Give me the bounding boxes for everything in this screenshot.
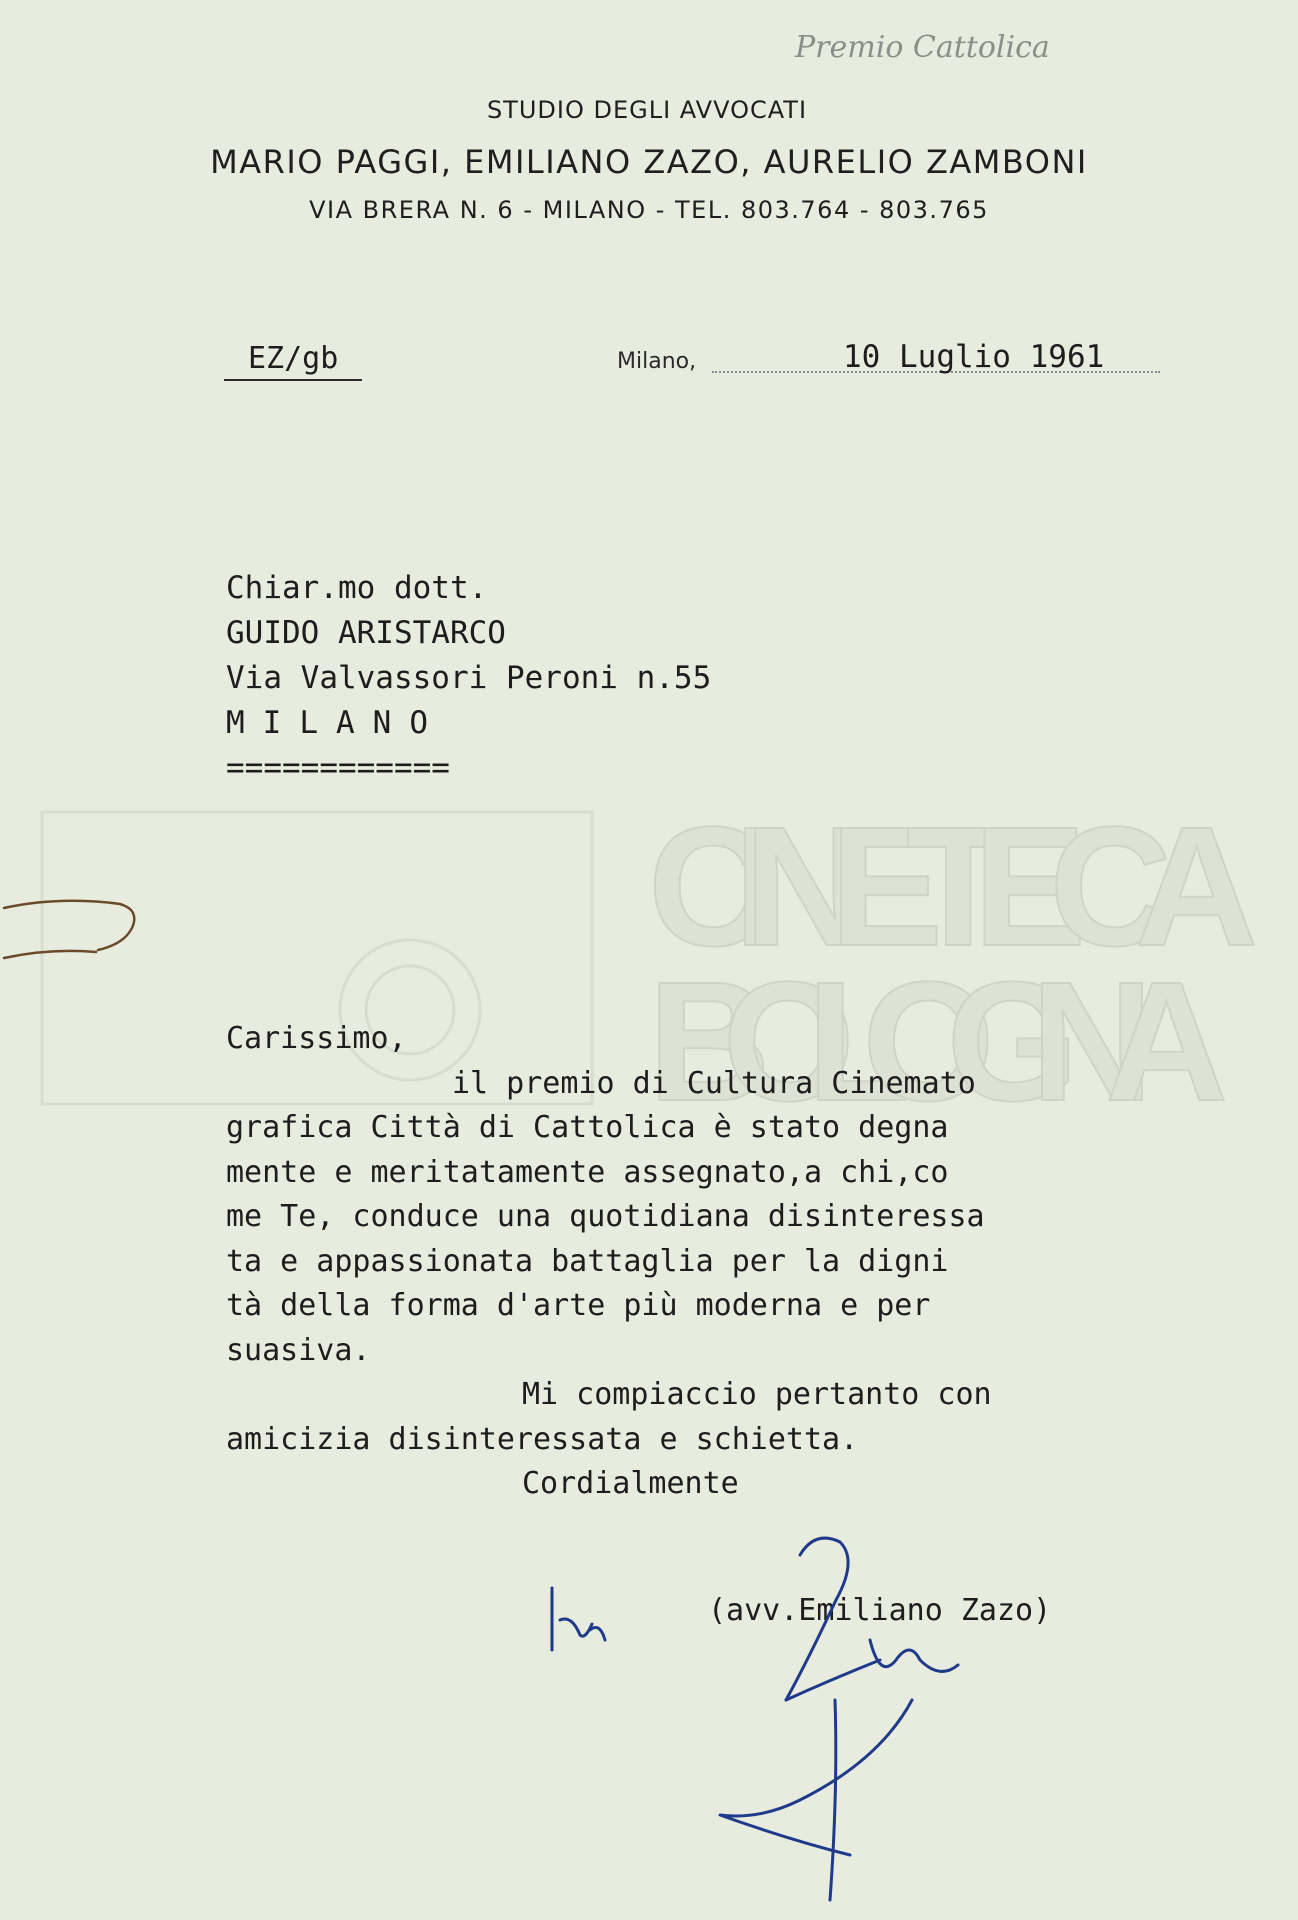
pencil-annotation: Premio Cattolica: [795, 30, 1050, 65]
body-line: ta e appassionata battaglia per la digni: [226, 1243, 949, 1279]
body-line: mente e meritatamente assegnato,a chi,co: [226, 1154, 949, 1190]
body-greeting: Carissimo,: [226, 1021, 407, 1056]
letterhead-address: VIA BRERA N. 6 - MILANO - TEL. 803.764 - 803.765: [309, 196, 989, 224]
closing-line: Mi compiaccio pertanto con: [522, 1377, 992, 1412]
body-line: suasiva.: [226, 1332, 371, 1368]
letterhead-studio: STUDIO DEGLI AVVOCATI: [486, 96, 808, 124]
handwritten-signature: [552, 1538, 958, 1900]
body-line: grafica Città di Cattolica è stato degna: [226, 1110, 949, 1145]
recipient-salutation: Chiar.mo dott.: [226, 570, 488, 606]
recipient-name: GUIDO ARISTARCO: [226, 615, 506, 651]
body-line: me Te, conduce una quotidiana disinteressa: [226, 1199, 985, 1234]
signature-handwritten-text: Zazo: [0, 0, 2, 1]
body-line: il premio di Cultura Cinemato: [452, 1065, 976, 1101]
letterhead-names: MARIO PAGGI, EMILIANO ZAZO, AURELIO ZAMBONI: [210, 143, 1088, 181]
signoff: Cordialmente: [522, 1466, 739, 1501]
reference-code: EZ/gb: [248, 341, 339, 376]
closing-line: amicizia disinteressata e schietta.: [226, 1421, 859, 1457]
watermark-line1: CINETECA: [648, 792, 1258, 982]
body-line: tà della forma d'arte più moderna e per: [226, 1288, 931, 1323]
margin-bracket-mark: [4, 901, 134, 958]
watermark-line2: BOLOGNA: [648, 947, 1228, 1137]
letter-date: 10 Luglio 1961: [843, 339, 1105, 375]
recipient-street: Via Valvassori Peroni n.55: [226, 660, 712, 696]
typed-signature: (avv.Emiliano Zazo): [708, 1593, 1052, 1628]
recipient-city: MILANO: [226, 705, 446, 741]
recipient-rule: ============: [226, 750, 450, 786]
place-label: Milano,: [617, 349, 697, 374]
